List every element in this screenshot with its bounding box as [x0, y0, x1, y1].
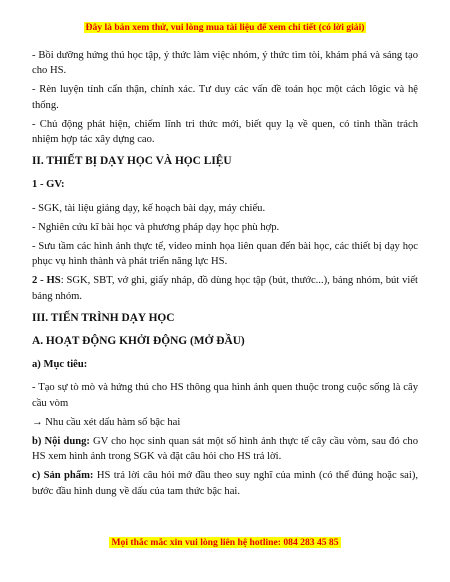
hs-text: : SGK, SBT, vở ghi, giấy nháp, đồ dùng học tập (bút, thước...), bảng nhóm, bút viết bảng nhóm. — [32, 275, 418, 302]
objective-item: - Tạo sự tò mò và hứng thú cho HS thông qua hình ảnh quen thuộc trong cuộc sống là cây cầu vòm — [32, 382, 418, 409]
product-label: c) Sản phẩm: — [32, 470, 94, 482]
product-text: HS trả lời câu hỏi mở đầu theo suy nghĩ của mình (có thể đúng hoặc sai), bước đầu hình dung về dấu của tam thức bậc hai. — [32, 470, 418, 497]
gv-heading: 1 - GV: — [32, 179, 65, 191]
gv-item: - SGK, tài liệu giảng dạy, kế hoạch bài dạy, máy chiếu. — [32, 202, 266, 214]
content-text: GV cho học sinh quan sát một số hình ảnh thực tế cây cầu vòm, sau đó cho HS xem hình ảnh trong SGK và đặt câu hỏi cho HS trả lời. — [32, 436, 418, 463]
section-a-heading: A. HOẠT ĐỘNG KHỞI ĐỘNG (MỞ ĐẦU) — [32, 335, 245, 348]
goal-paragraph: - Bồi dưỡng hứng thú học tập, ý thức làm việc nhóm, ý thức tìm tòi, khám phá và sáng tạo cho HS. — [32, 50, 418, 77]
preview-banner — [0, 22, 450, 33]
section-3-heading: III. TIẾN TRÌNH DẠY HỌC — [32, 311, 175, 324]
gv-item: - Nghiên cứu kĩ bài học và phương pháp dạy học phù hợp. — [32, 221, 280, 233]
goal-paragraph: - Rèn luyện tính cẩn thận, chính xác. Tư duy các vấn đề toán học một cách lôgic và hệ thống. — [32, 84, 418, 111]
preview-banner-text: Đây là bản xem thử, vui lòng mua tài liệu để xem chi tiết (có lời giải) — [85, 22, 365, 33]
hs-paragraph — [32, 273, 418, 303]
document-body — [32, 48, 418, 503]
gv-item: - Sưu tầm các hình ảnh thực tế, video minh họa liên quan đến bài học, các thiết bị dạy học phục vụ hình thành và phát triển năng lực HS. — [32, 241, 418, 268]
content-label: b) Nội dung: — [32, 436, 90, 448]
section-2-heading: II. THIẾT BỊ DẠY HỌC VÀ HỌC LIỆU — [32, 155, 232, 168]
content-paragraph — [32, 434, 418, 464]
hotline-banner-text: Mọi thắc mắc xin vui lòng liên hệ hotline: 084 283 45 85 — [111, 537, 339, 548]
objective-heading: a) Mục tiêu: — [32, 359, 88, 371]
product-paragraph — [32, 468, 418, 498]
hs-label: 2 - HS — [32, 275, 61, 287]
hotline-banner — [0, 537, 450, 548]
goal-paragraph: - Chủ động phát hiện, chiếm lĩnh tri thức mới, biết quy lạ về quen, có tinh thần trách nhiệm hợp tác xây dựng cao. — [32, 118, 418, 146]
objective-item: → Nhu cầu xét dấu hàm số bậc hai — [32, 416, 181, 428]
